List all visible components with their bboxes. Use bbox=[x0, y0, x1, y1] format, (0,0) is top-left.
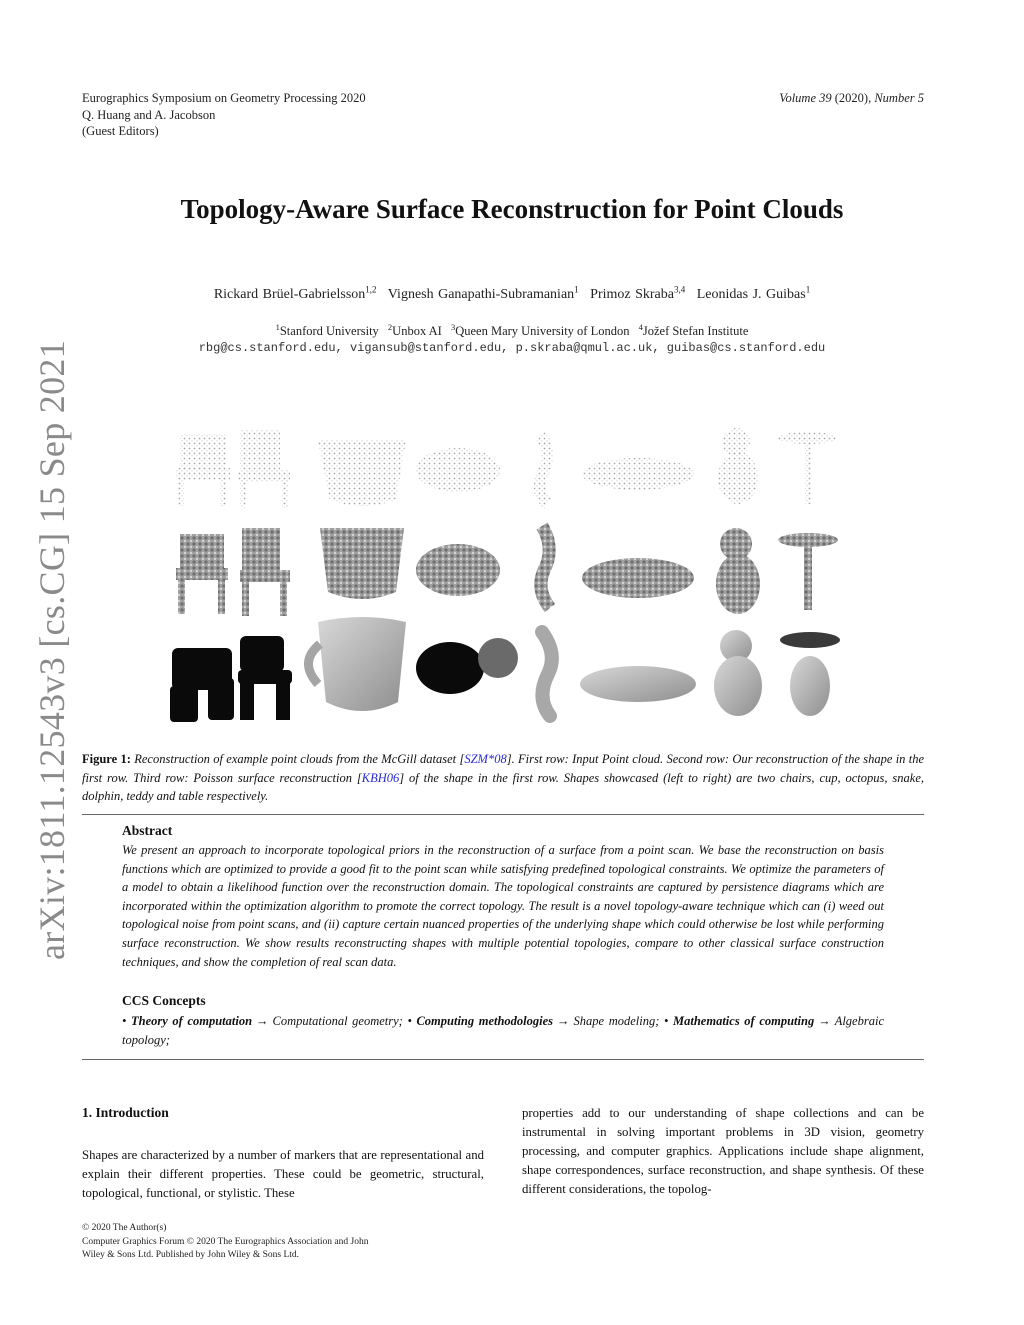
chair-2-poisson bbox=[238, 636, 292, 720]
editors-role: (Guest Editors) bbox=[82, 124, 159, 138]
running-header-right: Volume 39 (2020), Number 5 bbox=[779, 91, 924, 105]
citation-link[interactable]: SZM*08 bbox=[464, 752, 507, 766]
octopus-points bbox=[416, 448, 500, 492]
author-emails: rbg@cs.stanford.edu, vigansub@stanford.edu, p.skraba@qmul.ac.uk, guibas@cs.stanford.edu bbox=[198, 341, 826, 355]
row-input-point-cloud bbox=[176, 428, 838, 508]
figure-1-caption: Figure 1: Reconstruction of example point clouds from the McGill dataset [SZM*08]. First row: Input Point cloud. Second row: Our reconstruction of the shape in the first row. Third row: Poisson surface reconstruction [KBH06] of the shape in the first row. Shapes showcased (left to right) are two chairs, cup, octopus, snake, dolphin, teddy and table respectively. bbox=[82, 752, 925, 803]
volume-label: Volume 39 bbox=[779, 91, 832, 105]
intro-paragraph-col2: properties add to our understanding of shape collections and can be instrumental in solving important problems in 3D vision, geometry processing, and computer graphics. Applications include shape alignment, shape correspondences, surface reconstruction, and shape synthesis. Of these different considerations, the topolog- bbox=[522, 1106, 924, 1196]
dolphin-points bbox=[582, 458, 694, 490]
snake-points bbox=[540, 434, 548, 504]
affiliation: $^4$Jožef Stefan Institute bbox=[638, 322, 749, 339]
author: Rickard Brüel-Gabrielsson$^{1,2}$ bbox=[213, 284, 377, 302]
intro-paragraph-col1: Shapes are characterized by a number of markers that are representational and explain their different properties. These could be geometric, structural, topological, functional, or stylistic. These bbox=[82, 1148, 484, 1200]
chair-2-points bbox=[238, 430, 290, 508]
editors: Q. Huang and A. Jacobson bbox=[82, 107, 216, 122]
ccs-concepts: • Theory of computation → Computational geometry; • Computing methodologies → Shape modeling; • Mathematics of computing → Algebraic topology; bbox=[122, 1014, 884, 1047]
chair-2-ours bbox=[240, 528, 290, 616]
figure-label: Figure 1: bbox=[82, 752, 131, 766]
cup-poisson bbox=[308, 617, 406, 711]
cup-points bbox=[318, 440, 406, 506]
row-our-reconstruction bbox=[176, 526, 838, 616]
running-header-left bbox=[82, 90, 366, 140]
abstract-top-rule bbox=[82, 814, 924, 815]
issue-number: Number 5 bbox=[874, 91, 924, 105]
author: Leonidas J. Guibas$^1$ bbox=[696, 284, 811, 302]
section-heading-introduction: 1. Introduction bbox=[82, 1105, 169, 1120]
affiliation-list bbox=[0, 322, 1024, 339]
teddy-points bbox=[718, 428, 758, 504]
snake-poisson bbox=[542, 632, 552, 716]
row-poisson-reconstruction bbox=[170, 617, 840, 722]
conference-name: Eurographics Symposium on Geometry Processing 2020 bbox=[82, 91, 366, 105]
chair-1-poisson bbox=[170, 648, 234, 722]
paper-title: Topology-Aware Surface Reconstruction for Point Clouds bbox=[180, 194, 844, 224]
teddy-ours bbox=[716, 528, 760, 614]
table-points bbox=[778, 432, 838, 504]
author-list bbox=[0, 284, 1024, 303]
ccs-heading: CCS Concepts bbox=[122, 993, 206, 1008]
affiliation: $^3$Queen Mary University of London bbox=[450, 322, 630, 339]
affiliation: $^2$Unbox AI bbox=[387, 322, 442, 339]
snake-ours bbox=[541, 526, 550, 608]
octopus-poisson bbox=[416, 638, 518, 694]
chair-1-points bbox=[176, 434, 230, 506]
arxiv-stamp: arXiv:1811.12543v3 [cs.CG] 15 Sep 2021 bbox=[32, 339, 72, 961]
chair-1-ours bbox=[176, 534, 228, 614]
author: Primoz Skraba$^{3,4}$ bbox=[590, 284, 686, 302]
teddy-poisson bbox=[714, 630, 762, 716]
affiliation: $^1$Stanford University bbox=[275, 322, 379, 339]
abstract-heading: Abstract bbox=[122, 823, 173, 838]
volume-year: (2020) bbox=[834, 91, 869, 105]
dolphin-poisson bbox=[580, 666, 696, 702]
copyright-footer: © 2020 The Author(s) Computer Graphics Forum © 2020 The Eurographics Association and John Wiley & Sons Ltd. Published by John Wiley & Sons Ltd. bbox=[82, 1223, 369, 1260]
citation-link[interactable]: KBH06 bbox=[361, 770, 400, 785]
figure-1-image bbox=[168, 422, 848, 730]
abstract-text: We present an approach to incorporate topological priors in the reconstruction of a surface from a point scan. We base the reconstruction on basis functions which are optimized to provide a good fit to the point scan while satisfying predefined topological constraints. We optimize the parameters of a model to obtain a likelihood function over the reconstruction domain. The topological constraints are captured by persistence diagrams which are incorporated within the optimization algorithm to promote the correct topology. The result is a novel topology-aware technique which can (i) weed out topological noise from point scans, and (ii) capture certain nuanced properties of the underlying shape which could otherwise be lost while performing surface reconstruction. We show results reconstructing shapes with multiple potential topologies, compare to other classical surface construction techniques, and show the completion of real scan data. bbox=[122, 843, 884, 969]
dolphin-ours bbox=[582, 558, 694, 598]
abstract-bottom-rule bbox=[82, 1059, 924, 1060]
cup-ours bbox=[320, 528, 404, 599]
table-poisson bbox=[780, 632, 840, 716]
author: Vignesh Ganapathi-Subramanian$^1$ bbox=[387, 284, 579, 302]
table-ours bbox=[778, 533, 838, 610]
octopus-ours bbox=[416, 544, 500, 596]
